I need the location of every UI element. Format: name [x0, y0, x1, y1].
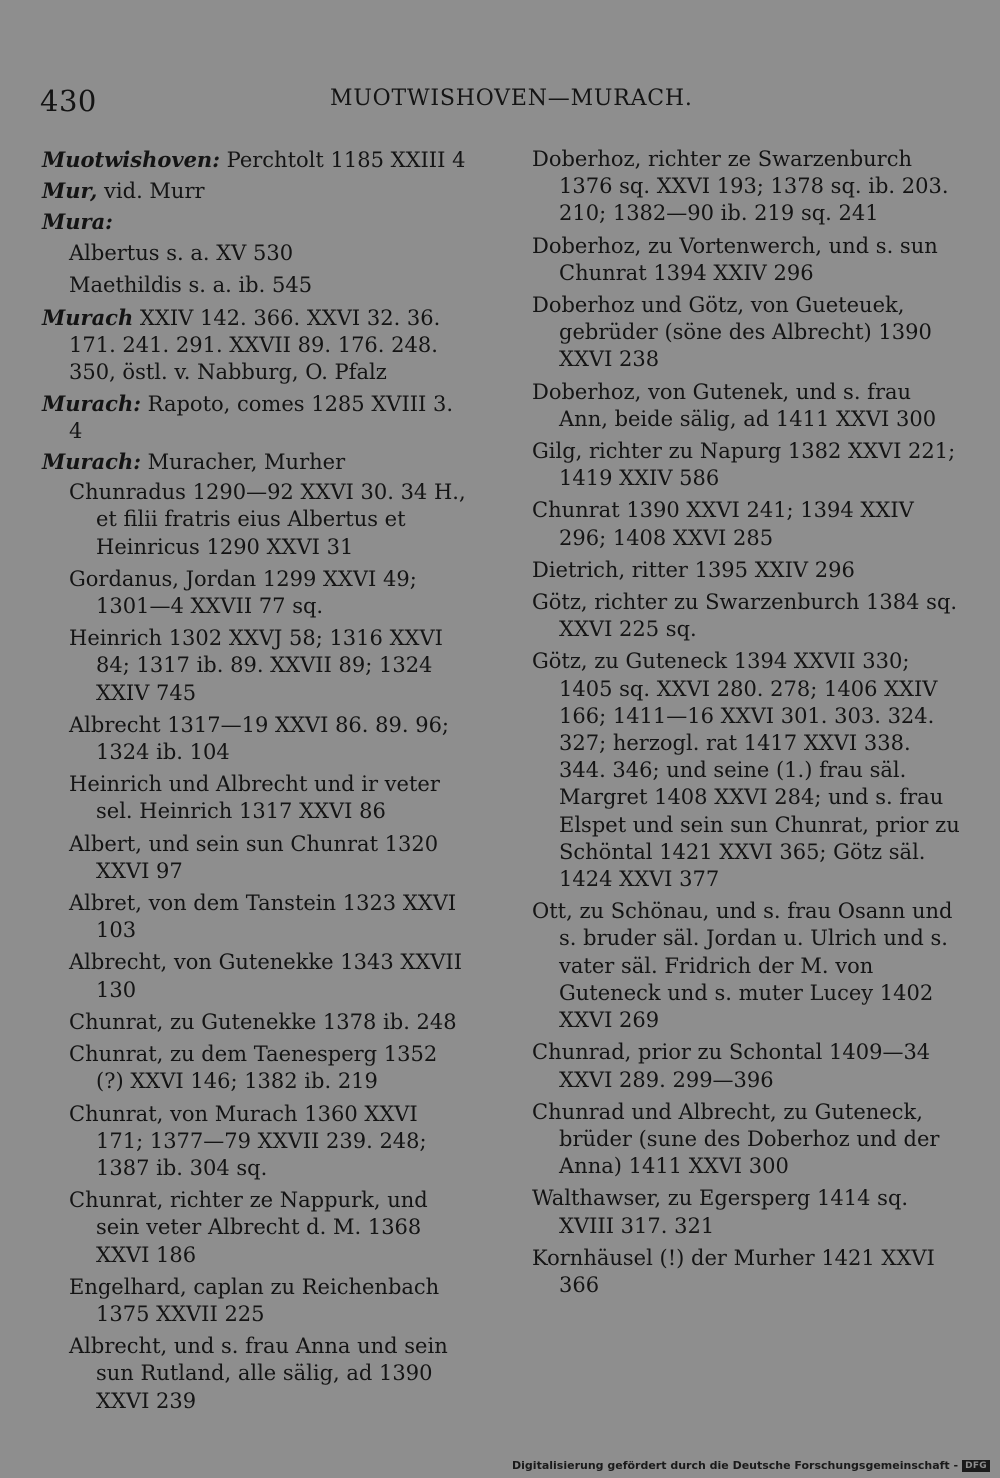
- index-entry: [42, 1101, 468, 1183]
- entry-text: Perchtolt 1185 XXIII 4: [219, 148, 466, 172]
- index-entry: [42, 272, 468, 299]
- entry-text: Albert, und sein sun Chunrat 1320 XXVI 97: [69, 831, 439, 883]
- entry-text: Chunrat, zu dem Taenesperg 1352 (?) XXVI 146; 1382 ib. 219: [69, 1042, 438, 1094]
- index-entry: [42, 240, 468, 267]
- entry-text: vid. Murr: [97, 179, 205, 204]
- page-number: 430: [40, 84, 97, 118]
- index-entry: Gilg, richter zu Napurg 1382 XXVI 221; 1419 XXIV 586: [532, 439, 956, 491]
- entry-text: Gordanus, Jordan 1299 XXVI 49; 1301—4 XXVII 77 sq.: [69, 566, 417, 619]
- entry-headword: Mur,: [42, 178, 98, 204]
- left-column: [42, 146, 468, 1420]
- entry-text: XXIV 142. 366. XXVI 32. 36. 171. 241. 291. XXVII 89. 176. 248. 350, östl. v. Nabburg, O. Pfalz: [69, 306, 441, 385]
- index-entry: [42, 177, 468, 205]
- index-entry: [42, 771, 468, 825]
- index-entry: [42, 448, 468, 476]
- entry-text: Chunrat, zu Gutenekke 1378 ib. 248: [69, 1009, 457, 1034]
- index-entry: Götz, richter zu Swarzenburch 1384 sq. XXVI 225 sq.: [532, 590, 958, 642]
- entry-headword: Murach: [42, 305, 134, 331]
- entry-text: Albrecht, und s. frau Anna und sein sun Rutland, alle sälig, ad 1390 XXVI 239: [69, 1334, 448, 1413]
- index-entry: [42, 304, 468, 387]
- index-entry: Doberhoz, von Gutenek, und s. frau Ann, beide sälig, ad 1411 XXVI 300: [532, 379, 937, 431]
- index-entry: [42, 479, 468, 561]
- right-column: [532, 146, 960, 1304]
- footer: [512, 1459, 990, 1472]
- dfg-logo-icon: DFG: [962, 1460, 990, 1472]
- entry-text: Chunradus 1290—92 XXVI 30. 34 H., et filii fratris eius Albertus et Heinricus 1290 XXVI 31: [69, 480, 466, 559]
- index-entry: [42, 1041, 468, 1095]
- index-entry: [42, 949, 468, 1003]
- index-entry: Götz, zu Guteneck 1394 XXVII 330; 1405 sq. XXVI 280. 278; 1406 XXIV 166; 1411—16 XXVI 301. 303. 324. 327; herzogl. rat 1417 XXVI 338. 344. 346; und seine (1.) frau säl. Margret 1408 XXVI 284; und s. frau Elspet und sein sun Chunrat, prior zu Schöntal 1421 XXVI 365; Götz säl. 1424 XXVI 377: [532, 649, 960, 892]
- index-entry: Chunrad und Albrecht, zu Guteneck, brüder (sune des Doberhoz und der Anna) 1411 XXVI 300: [532, 1099, 940, 1179]
- index-entry: Dietrich, ritter 1395 XXIV 296: [532, 557, 855, 582]
- index-entry: Ott, zu Schönau, und s. frau Osann und s. bruder säl. Jordan u. Ulrich und s. vater säl. Fridrich der M. von Guteneck und s. muter Lucey 1402 XXVI 269: [532, 899, 953, 1033]
- entry-text: Heinrich und Albrecht und ir veter sel. Heinrich 1317 XXVI 86: [69, 772, 440, 824]
- entry-headword: Muotwishoven:: [42, 147, 220, 172]
- index-entry: Doberhoz, richter ze Swarzenburch 1376 sq. XXVI 193; 1378 sq. ib. 203. 210; 1382—90 ib. 219 sq. 241: [532, 147, 949, 226]
- entry-text: Engelhard, caplan zu Reichenbach 1375 XXVII 225: [69, 1274, 440, 1326]
- entry-text: Albrecht 1317—19 XXVI 86. 89. 96; 1324 ib. 104: [69, 712, 450, 765]
- entry-text: Chunrat, richter ze Nappurk, und sein veter Albrecht d. M. 1368 XXVI 186: [69, 1188, 428, 1267]
- index-entry: Chunrat 1390 XXVI 241; 1394 XXIV 296; 1408 XXVI 285: [532, 498, 914, 550]
- index-entry: Walthawser, zu Egersperg 1414 sq. XVIII 317. 321: [532, 1186, 909, 1238]
- index-entry: Doberhoz und Götz, von Gueteuek, gebrüder (söne des Albrecht) 1390 XXVI 238: [532, 293, 932, 372]
- entry-text: Albertus s. a. XV 530: [69, 240, 294, 265]
- entry-text: Heinrich 1302 XXVJ 58; 1316 XXVI 84; 1317 ib. 89. XXVII 89; 1324 XXIV 745: [69, 626, 443, 705]
- entry-text: Rapoto, comes 1285 XVIII 3. 4: [69, 391, 454, 443]
- index-entry: Chunrad, prior zu Schontal 1409—34 XXVI 289. 299—396: [532, 1040, 931, 1092]
- index-entry: Kornhäusel (!) der Murher 1421 XXVI 366: [532, 1245, 935, 1297]
- index-entry: [42, 625, 468, 707]
- index-entry: Doberhoz, zu Vortenwerch, und s. sun Chunrat 1394 XXIV 296: [532, 233, 938, 285]
- index-entry: [42, 890, 468, 944]
- footer-credit: Digitalisierung gefördert durch die Deutsche Forschungsgemeinschaft -: [512, 1459, 959, 1472]
- index-entry: [42, 1274, 468, 1328]
- index-entry: [42, 208, 468, 236]
- index-entry: [42, 712, 468, 766]
- entry-headword: Murach:: [42, 390, 141, 416]
- index-entry: [42, 1333, 468, 1415]
- entry-text: Chunrat, von Murach 1360 XXVI 171; 1377—79 XXVII 239. 248; 1387 ib. 304 sq.: [69, 1101, 427, 1180]
- entry-text: Albret, von dem Tanstein 1323 XXVI 103: [69, 891, 457, 943]
- entry-text: Muracher, Murher: [141, 450, 346, 475]
- index-entry: [42, 1009, 468, 1036]
- index-entry: [42, 1187, 468, 1269]
- index-entry: [42, 831, 468, 885]
- index-entry: [42, 146, 468, 174]
- entry-headword: Mura:: [42, 209, 113, 235]
- index-entry: [42, 566, 468, 620]
- entry-text: Maethildis s. a. ib. 545: [69, 272, 313, 297]
- index-entry: [42, 390, 468, 445]
- entry-headword: Murach:: [42, 449, 141, 475]
- running-head: MUOTWISHOVEN—MURACH.: [330, 86, 693, 111]
- entry-text: Albrecht, von Gutenekke 1343 XXVII 130: [69, 950, 463, 1002]
